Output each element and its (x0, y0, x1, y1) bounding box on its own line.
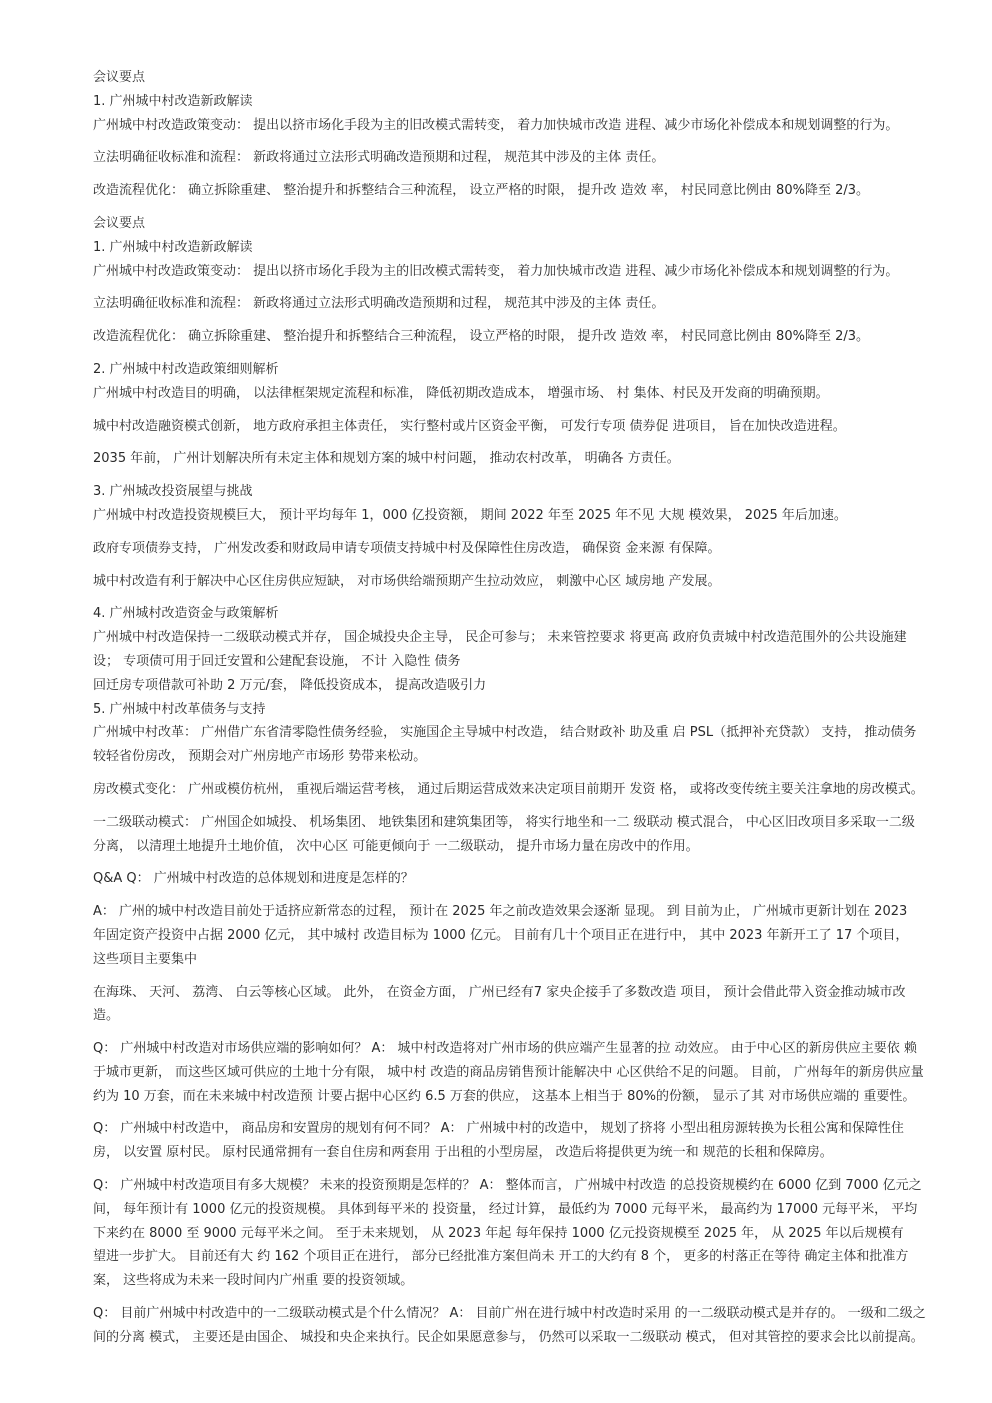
text-line: 广州城中村改造政策变动： 提出以挤市场化手段为主的旧改模式需转变， 着力加快城市改造 进程、减少市场化补偿成本和规划调整的行为。 (93, 263, 899, 279)
text-line: 较轻省份房改， 预期会对广州房地产市场形 势带来松动。 (93, 749, 427, 765)
section-title: 1. 广州城中村改造新政解读 (93, 239, 253, 255)
text-line: Q： 广州城中村改造对市场供应端的影响如何？ A： 城中村改造将对广州市场的供应端产生显著的拉 动效应。 由于中心区的新房供应主要依 赖 (93, 1041, 917, 1057)
summary-label: 会议要点 (93, 70, 146, 85)
paragraph (93, 382, 952, 406)
meeting-summary (93, 212, 952, 858)
text-line: 广州城中村改造政策变动： 提出以挤市场化手段为主的旧改模式需转变， 着力加快城市改造 进程、减少市场化补偿成本和规划调整的行为。 (93, 117, 899, 133)
section-title: 4. 广州城村改造资金与政策解析 (93, 606, 279, 622)
section-title: 2. 广州城中村改造政策细则解析 (93, 361, 279, 377)
text-line: Q&A Q： 广州城中村改造的总体规划和进度是怎样的？ (93, 871, 414, 887)
text-line: 改造流程优化： 确立拆除重建、 整治提升和拆整结合三种流程， 设立严格的时限， 提升改 造效 率， 村民同意比例由 80%降至 2/3。 (93, 183, 870, 199)
text-line: 政府专项债券支持， 广州发改委和财政局申请专项债支持城中村及保障性住房改造， 确保资 金来源 有保障。 (93, 540, 721, 556)
paragraph (93, 778, 952, 802)
text-line: 一二级联动模式： 广州国企如城投、 机场集团、 地铁集团和建筑集团等， 将实行地坐和一二 级联动 模式混合， 中心区旧改项目多采取一二级 (93, 814, 915, 830)
text-line: 改造流程优化： 确立拆除重建、 整治提升和拆整结合三种流程， 设立严格的时限， 提升改 造效 率， 村民同意比例由 80%降至 2/3。 (93, 329, 870, 345)
text-line: 立法明确征收标准和流程： 新政将通过立法形式明确改造预期和过程， 规范其中涉及的主体 责任。 (93, 150, 665, 166)
qa-item (93, 1037, 952, 1108)
text-line: 城中村改造有利于解决中心区住房供应短缺， 对市场供给端预期产生拉动效应， 刺激中心区 域房地 产发展。 (93, 573, 721, 589)
text-line: 间， 每年预计有 1000 亿元的投资规模。 具体到每平米的 投资量， 经过计算， 最低约为 7000 元每平米， 最高约为 17000 元每平米， 平均 (93, 1201, 918, 1217)
paragraph (93, 570, 952, 594)
text-line: 年固定资产投资中占据 2000 亿元， 其中城村 改造目标为 1000 亿元。 目前有几十个项目正在进行中， 其中 2023 年新开工了 17 个项目， (93, 927, 909, 943)
paragraph (93, 325, 952, 349)
text-line: 下来约在 8000 至 9000 元每平米之间。 至于未来规划， 从 2023 年起 每年保持 1000 亿元投资规模至 2025 年， 从 2025 年以后规模有 (93, 1225, 904, 1241)
text-line: Q： 广州城中村改造中， 商品房和安置房的规划有何不同？ A： 广州城中村的改造中， 规划了挤将 小型出租房源转换为长租公寓和保障性住 (93, 1121, 904, 1137)
paragraph (93, 415, 952, 439)
text-line: 广州城中村改造目的明确， 以法律框架规定流程和标准， 降低初期改造成本， 增强市场、 村 集体、村民及开发商的明确预期。 (93, 385, 829, 401)
paragraph (93, 721, 952, 769)
paragraph (93, 626, 952, 697)
qa-answer (93, 981, 952, 1029)
text-line: 城中村改造融资模式创新， 地方政府承担主体责任， 实行整村或片区资金平衡， 可发行专项 债券促 进项目， 旨在加快改造进程。 (93, 418, 846, 434)
text-line: A： 广州的城中村改造目前处于适挤应新常态的过程， 预计在 2025 年之前改造效果会逐渐 显现。 到 目前为止， 广州城市更新计划在 2023 (93, 904, 908, 920)
text-line: 立法明确征收标准和流程： 新政将通过立法形式明确改造预期和过程， 规范其中涉及的主体 责任。 (93, 296, 665, 312)
qa-section (93, 867, 952, 1349)
text-line: 设； 专项债可用于回迁安置和公建配套设施， 不计 入隐性 债务 (93, 653, 461, 669)
section-title: 3. 广州城改投资展望与挑战 (93, 484, 253, 500)
text-line: 广州城中村改造投资规模巨大， 预计平均每年 1，000 亿投资额， 期间 2022 年至 2025 年不见 大规 模效果， 2025 年后加速。 (93, 507, 847, 523)
text-line: 广州城中村改造保持一二级联动模式并存， 国企城投央企主导， 民企可参与； 未来管控要求 将更高 政府负责城中村改造范围外的公共设施建 (93, 630, 907, 646)
paragraph (93, 114, 952, 138)
text-line: 回迁房专项借款可补助 2 万元/套， 降低投资成本， 提高改造吸引力 (93, 677, 487, 693)
qa-item (93, 1302, 952, 1350)
text-line: 造。 (93, 1008, 120, 1024)
text-line: 望进一步扩大。 目前还有大 约 162 个项目正在进行， 部分已经批准方案但尚未 开工的大约有 8 个， 更多的村落正在等待 确定主体和批准方 (93, 1249, 909, 1265)
text-line: 间的分离 模式， 主要还是由国企、 城投和央企来执行。民企如果愿意参与， 仍然可以采取一二级联动 模式， 但对其管控的要求会比以前提高。 (93, 1329, 924, 1345)
paragraph (93, 447, 952, 471)
text-line: 分离， 以清理土地提升土地价值， 次中心区 可能更倾向于 一二级联动， 提升市场力量在房改中的作用。 (93, 838, 699, 854)
text-line: 约为 10 万套，而在未来城中村改造预 计要占据中心区约 6.5 万套的供应， 这基本上相当于 80%的份额， 显示了其 对市场供应端的 重要性。 (93, 1088, 916, 1104)
text-line: 广州城中村改革： 广州借广东省清零隐性债务经验， 实施国企主导城中村改造， 结合财政补 助及重 启 PSL（抵押补充贷款） 支持， 推动债务 (93, 725, 917, 741)
text-line: 于城市更新， 而这些区域可供应的土地十分有限， 城中村 改造的商品房销售预计能解决中 心区供给不足的问题。 目前， 广州每年的新房供应量 (93, 1064, 924, 1080)
paragraph (93, 146, 952, 170)
paragraph (93, 179, 952, 203)
paragraph (93, 811, 952, 859)
meeting-summary (93, 66, 952, 203)
paragraph (93, 537, 952, 561)
text-line: 这些项目主要集中 (93, 951, 198, 967)
text-line: Q： 目前广州城中村改造中的一二级联动模式是个什么情况？ A： 目前广州在进行城中村改造时采用 的一二级联动模式是并存的。 一级和二级之 (93, 1306, 926, 1322)
qa-answer (93, 900, 952, 971)
section-title: 5. 广州城中村改革债务与支持 (93, 701, 266, 717)
paragraph (93, 260, 952, 284)
summary-label: 会议要点 (93, 215, 146, 231)
paragraph (93, 292, 952, 316)
section-title: 1. 广州城中村改造新政解读 (93, 93, 253, 109)
qa-question (93, 867, 952, 891)
text-line: 2035 年前， 广州计划解决所有未定主体和规划方案的城中村问题， 推动农村改革， 明确各 方责任。 (93, 451, 680, 467)
qa-item (93, 1174, 952, 1293)
paragraph (93, 504, 952, 528)
text-line: 房， 以安置 原村民。 原村民通常拥有一套自住房和两套用 于出租的小型房屋， 改造后将提供更为统一和 规范的长租和保障房。 (93, 1145, 833, 1161)
text-line: 案， 这些将成为未来一段时间内广州重 要的投资领域。 (93, 1273, 414, 1289)
text-line: Q： 广州城中村改造项目有多大规模？ 未来的投资预期是怎样的？ A： 整体而言， 广州城中村改造 的总投资规模约在 6000 亿到 7000 亿元之 (93, 1178, 922, 1194)
text-line: 房改模式变化： 广州或模仿杭州， 重视后端运营考核， 通过后期运营成效来决定项目前期开 发资 格， 或将改变传统主要关注拿地的房改模式。 (93, 781, 924, 797)
text-line: 在海珠、 天河、 荔湾、 白云等核心区域。 此外， 在资金方面， 广州已经有7 家央企接手了多数改造 项目， 预计会借此带入资金推动城市改 (93, 984, 906, 1000)
qa-item (93, 1117, 952, 1165)
